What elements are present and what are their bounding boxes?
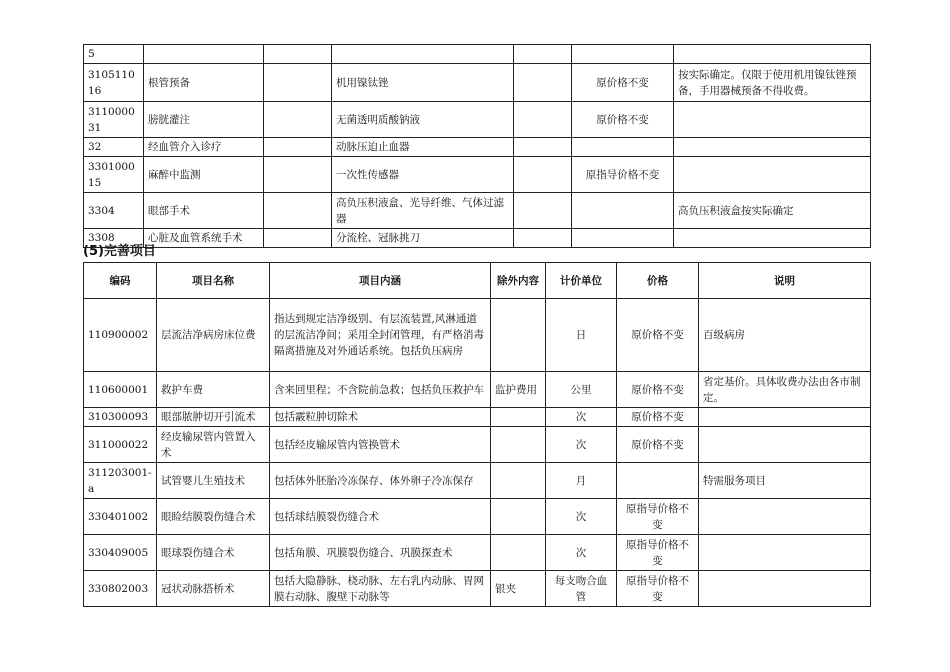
item-note: [674, 138, 871, 157]
item-price: 原价格不变: [572, 102, 674, 138]
item-code: 330100015: [84, 157, 144, 193]
item-price: 原价格不变: [617, 408, 699, 427]
item-note: [674, 157, 871, 193]
item-note: [674, 229, 871, 248]
item-price: [572, 138, 674, 157]
item-excluded: 银夹: [491, 571, 546, 607]
item-price: 原价格不变: [617, 299, 699, 372]
item-unit: 次: [546, 535, 617, 571]
item-content: 包括体外胚胎冷冻保存、体外卵子冷冻保存: [270, 463, 491, 499]
item-price: 原指导价格不变: [617, 499, 699, 535]
item-name: 试管婴儿生殖技术: [157, 463, 270, 499]
item-name: 心脏及血管系统手术: [144, 229, 264, 248]
header-excluded: 除外内容: [491, 263, 546, 299]
item-note: [674, 102, 871, 138]
header-unit: 计价单位: [546, 263, 617, 299]
item-note: 特需服务项目: [699, 463, 871, 499]
header-price: 价格: [617, 263, 699, 299]
item-content: 包括大隐静脉、桡动脉、左右乳内动脉、胃网膜右动脉、腹壁下动脉等: [270, 571, 491, 607]
table-row: [84, 102, 871, 138]
item-name: 膀胱灌注: [144, 102, 264, 138]
item-note: 百级病房: [699, 299, 871, 372]
item-code: 3308: [84, 229, 144, 248]
item-price: [617, 463, 699, 499]
item-content: 分流栓、冠脉挑刀: [332, 229, 514, 248]
item-excluded: [491, 408, 546, 427]
table-row: [84, 372, 871, 408]
item-code: 330802003: [84, 571, 157, 607]
item-unit: 次: [546, 499, 617, 535]
item-excluded: [491, 499, 546, 535]
item-content: 包括角膜、巩膜裂伤缝合、巩膜探查术: [270, 535, 491, 571]
header-name: 项目名称: [157, 263, 270, 299]
table-row: [84, 408, 871, 427]
item-note: [699, 571, 871, 607]
item-name: 眼球裂伤缝合术: [157, 535, 270, 571]
item-price: [572, 193, 674, 229]
item-note: 省定基价。具体收费办法由各市制定。: [699, 372, 871, 408]
item-price: 原指导价格不变: [617, 571, 699, 607]
table-row: [84, 571, 871, 607]
item-code: 330409005: [84, 535, 157, 571]
continued-price-table: [83, 44, 871, 248]
item-code: 311000022: [84, 427, 157, 463]
item-name: 根管预备: [144, 64, 264, 102]
item-content: 包括经皮输尿管内管换管术: [270, 427, 491, 463]
item-content: 无菌透明质酸钠液: [332, 102, 514, 138]
item-excluded: 监护费用: [491, 372, 546, 408]
item-code: 311203001-a: [84, 463, 157, 499]
item-code: 310300093: [84, 408, 157, 427]
item-note: 高负压积液盒按实际确定: [674, 193, 871, 229]
item-price: 原指导价格不变: [617, 535, 699, 571]
item-unit: 公里: [546, 372, 617, 408]
table-row: [84, 45, 871, 64]
item-note: [699, 499, 871, 535]
item-price: 原价格不变: [617, 427, 699, 463]
table-row: [84, 138, 871, 157]
item-price: 原价格不变: [617, 372, 699, 408]
item-content: 指达到规定洁净级别、有层流装置,风淋通道的层流洁净间；采用全封闭管理，有严格消毒隔离措施及对外通话系统。包括负压病房: [270, 299, 491, 372]
item-code: 110900002: [84, 299, 157, 372]
item-content: 包括霰粒肿切除术: [270, 408, 491, 427]
item-excluded: [491, 299, 546, 372]
item-name: 经血管介入诊疗: [144, 138, 264, 157]
item-name: [144, 45, 264, 64]
item-code: 310511016: [84, 64, 144, 102]
item-name: 经皮输尿管内管置入术: [157, 427, 270, 463]
table-row: [84, 535, 871, 571]
item-note: [699, 427, 871, 463]
item-name: 层流洁净病房床位费: [157, 299, 270, 372]
item-unit: 月: [546, 463, 617, 499]
item-content: 一次性传感器: [332, 157, 514, 193]
item-unit: 每支吻合血管: [546, 571, 617, 607]
item-code: 110600001: [84, 372, 157, 408]
section-title: (5)完善项目: [83, 244, 156, 259]
item-unit: 次: [546, 427, 617, 463]
table-row: [84, 463, 871, 499]
item-content: 动脉压迫止血器: [332, 138, 514, 157]
item-content: 机用镍钛锉: [332, 64, 514, 102]
item-content: 包括球结膜裂伤缝合术: [270, 499, 491, 535]
item-name: 救护车费: [157, 372, 270, 408]
item-note: [699, 408, 871, 427]
table-row: [84, 64, 871, 102]
item-code: 330401002: [84, 499, 157, 535]
item-name: 眼部手术: [144, 193, 264, 229]
item-name: 眼睑结膜裂伤缝合术: [157, 499, 270, 535]
table-row: [84, 299, 871, 372]
header-code: 编码: [84, 263, 157, 299]
table-row: [84, 193, 871, 229]
table-row: [84, 229, 871, 248]
item-excluded: [491, 535, 546, 571]
item-price: [572, 45, 674, 64]
item-excluded: [491, 463, 546, 499]
header-content: 项目内涵: [270, 263, 491, 299]
item-code: 311000031: [84, 102, 144, 138]
item-note: [674, 45, 871, 64]
item-code: 32: [84, 138, 144, 157]
improved-items-table: [83, 262, 871, 607]
item-content: 含来回里程；不含院前急救；包括负压救护车: [270, 372, 491, 408]
item-name: 麻醉中监测: [144, 157, 264, 193]
item-price: [572, 229, 674, 248]
table-row: [84, 499, 871, 535]
item-price: 原指导价格不变: [572, 157, 674, 193]
item-note: 按实际确定。仅限于使用机用镍钛锉预备，手用器械预备不得收费。: [674, 64, 871, 102]
item-code: 3304: [84, 193, 144, 229]
item-excluded: [491, 427, 546, 463]
item-price: 原价格不变: [572, 64, 674, 102]
item-unit: 次: [546, 408, 617, 427]
item-name: 眼部脓肿切开引流术: [157, 408, 270, 427]
item-content: [332, 45, 514, 64]
table-row: [84, 157, 871, 193]
item-name: 冠状动脉搭桥术: [157, 571, 270, 607]
item-unit: 日: [546, 299, 617, 372]
item-note: [699, 535, 871, 571]
table-row: [84, 427, 871, 463]
header-note: 说明: [699, 263, 871, 299]
item-code: 5: [84, 45, 144, 64]
item-content: 高负压积液盒、光导纤维、气体过滤器: [332, 193, 514, 229]
header-row: [84, 263, 871, 299]
